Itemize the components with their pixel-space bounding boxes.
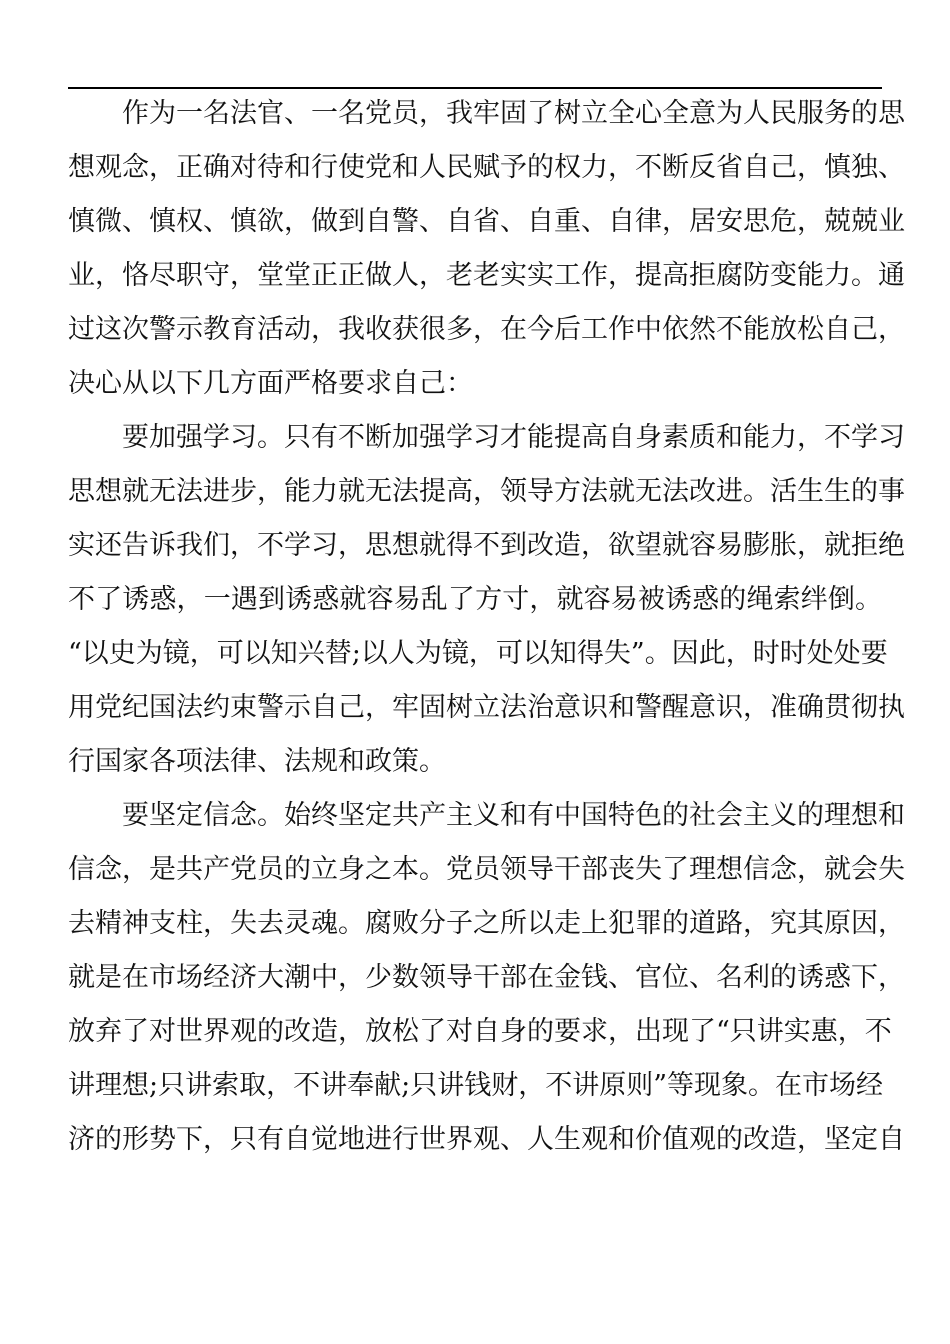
paragraph-2-line-2: 思想就无法进步，能力就无法提高，领导方法就无法改进。活生生的事 [68,476,905,507]
paragraph-1-line-1: 作为一名法官、一名党员，我牢固了树立全心全意为人民服务的思 [122,98,905,129]
paragraph-1-line-4: 业，恪尽职守，堂堂正正做人，老老实实工作，提高拒腐防变能力。通 [68,260,905,291]
paragraph-1-line-6: 决心从以下几方面严格要求自己： [68,368,473,399]
paragraph-2-line-3: 实还告诉我们，不学习，思想就得不到改造，欲望就容易膨胀，就拒绝 [68,530,905,561]
paragraph-3-line-2: 信念，是共产党员的立身之本。党员领导干部丧失了理想信念，就会失 [68,854,905,885]
paragraph-3-line-7: 济的形势下，只有自觉地进行世界观、人生观和价值观的改造，坚定自 [68,1124,905,1155]
header-rule [68,87,882,89]
paragraph-1-line-2: 想观念，正确对待和行使党和人民赋予的权力，不断反省自己，慎独、 [68,152,905,183]
paragraph-3-line-1: 要坚定信念。始终坚定共产主义和有中国特色的社会主义的理想和 [122,800,905,831]
paragraph-2-line-4: 不了诱惑，一遇到诱惑就容易乱了方寸，就容易被诱惑的绳索绊倒。 [68,584,882,615]
paragraph-2-line-7: 行国家各项法律、法规和政策。 [68,746,446,777]
paragraph-3-line-5: 放弃了对世界观的改造，放松了对自身的要求，出现了“只讲实惠，不 [68,1016,892,1047]
paragraph-2-line-6: 用党纪国法约束警示自己，牢固树立法治意识和警醒意识，准确贯彻执 [68,692,905,723]
paragraph-3-line-4: 就是在市场经济大潮中，少数领导干部在金钱、官位、名利的诱惑下， [68,962,905,993]
paragraph-1-line-3: 慎微、慎权、慎欲，做到自警、自省、自重、自律，居安思危，兢兢业 [68,206,905,237]
paragraph-1-line-5: 过这次警示教育活动，我收获很多，在今后工作中依然不能放松自己， [68,314,905,345]
paragraph-2-line-5: “以史为镜，可以知兴替;以人为镜，可以知得失”。因此，时时处处要 [68,638,888,669]
paragraph-3-line-3: 去精神支柱，失去灵魂。腐败分子之所以走上犯罪的道路，究其原因， [68,908,905,939]
paragraph-2-line-1: 要加强学习。只有不断加强学习才能提高自身素质和能力，不学习 [122,422,905,453]
paragraph-3-line-6: 讲理想;只讲索取，不讲奉献;只讲钱财，不讲原则”等现象。在市场经 [68,1070,883,1101]
